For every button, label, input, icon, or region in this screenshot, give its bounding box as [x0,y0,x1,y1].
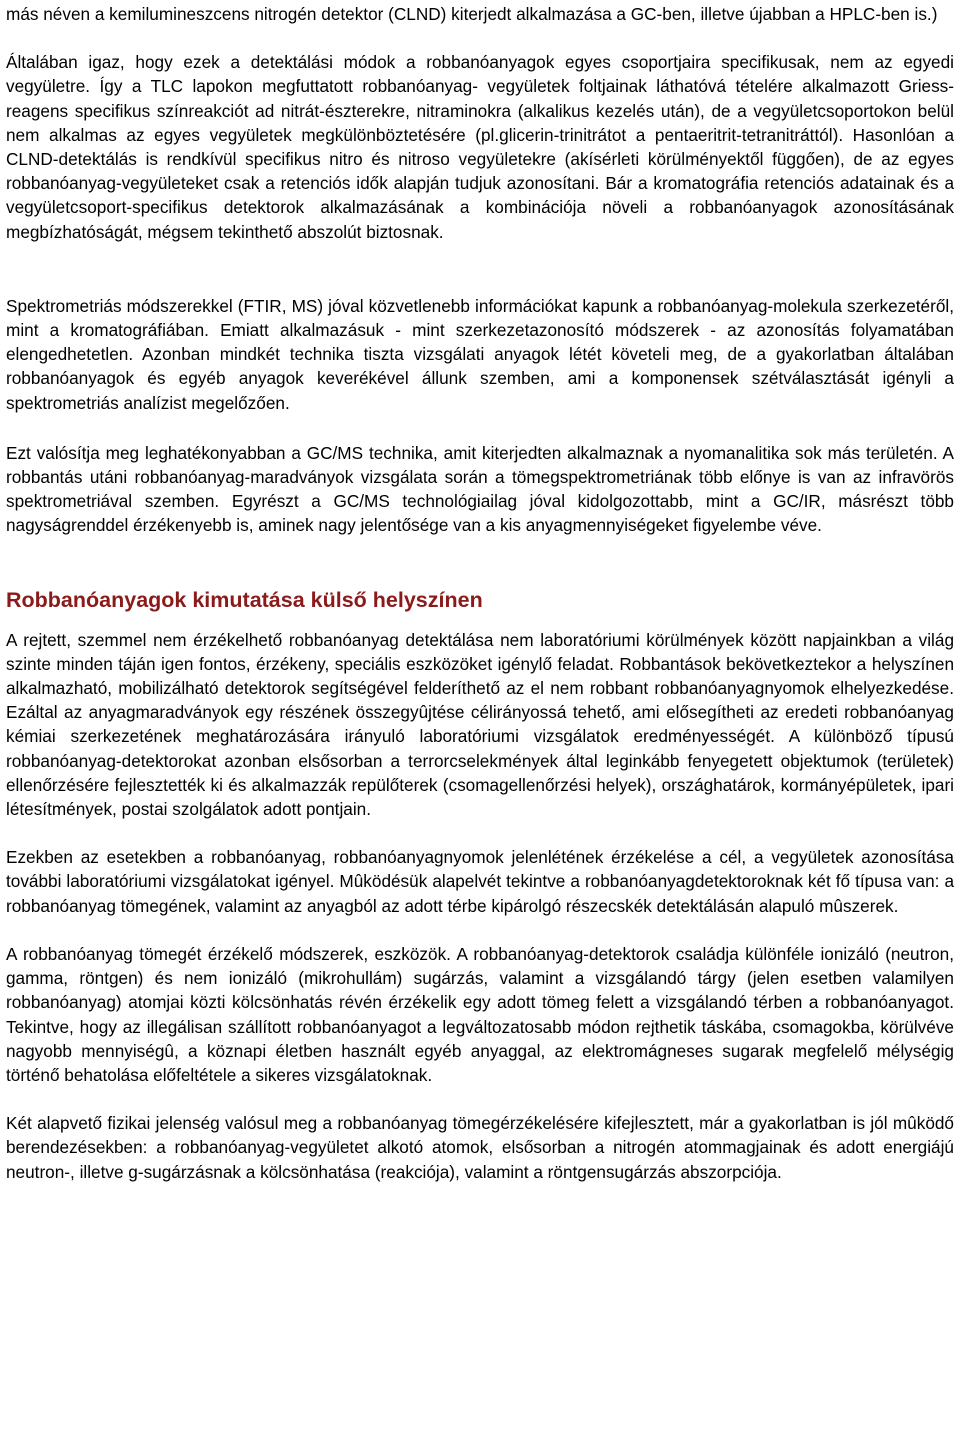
paragraph-spectrometry: Spektrometriás módszerekkel (FTIR, MS) jóval közvetlenebb információkat kapunk a robbanóanyag-molekula szerkezetéről, mint a kromatográfiában. Emiatt alkalmazásuk - mint szerkezetazonosító módszerek - az azonosítás folyamatában elengedhetetlen. Azonban mindkét technika tiszta vizsgálati anyagok létét követeli meg, de a gyakorlatban általában robbanóanyagok és egyéb anyagok keverékével állunk szemben, ami a komponensek szétválasztását igényli a spektrometriás analízist megelőzően. [6,295,954,413]
paragraph-field-detection: A rejtett, szemmel nem érzékelhető robbanóanyag detektálása nem laboratóriumi körülmények között napjainkban a világ szinte minden táján igen fontos, érzékeny, speciális eszközöket igénylő feladat. Robbantások bekövetkeztekor a helyszínen alkalmazható, mobilizálható detektorok segítségével felderíthető az el nem robbant robbanóanyagnyomok elhelyezkedése. Ezáltal az anyagmaradványok egy részének összegyûjtése célirányossá tehető, ami elősegítheti az eredeti robbanóanyag kémiai szerkezetének meghatározására irányuló laboratóriumi vizsgálatok eredményességét. A különböző típusú robbanóanyag-detektorokat azonban elsősorban a terrorcselekmények által leginkább fenyegetett objektumok (területek) ellenőrzésére fejlesztették ki és alkalmazzák repülőterek (csomagellenőrzési helyek), országhatárok, kormányépületek, ipari létesítmények, postai szolgálatok adott pontjain. [6,629,954,820]
spacer [6,244,954,294]
paragraph-mass-detection: A robbanóanyag tömegét érzékelő módszerek, eszközök. A robbanóanyag-detektorok családja különféle ionizáló (neutron, gamma, röntgen) és nem ionizáló (mikrohullám) sugárzás, valamint a vizsgálandó tárgy (jelen esetben valamilyen robbanóanyag) atomjai közti kölcsönhatás révén érzékelik egy adott tömeg felett a vizsgálandó térben a robbanóanyagot. Tekintve, hogy az illegálisan szállított robbanóanyagot a legváltozatosabb módon rejthetik táskába, csomagokba, körülvéve nagyobb mennyiségû, a köznapi életben használt egyéb anyaggal, az elektromágneses sugarak megfelelő mélységig történő behatolása előfeltétele a sikeres vizsgálatoknak. [6,943,954,1085]
spacer [6,821,954,845]
spacer [6,538,954,586]
paragraph-detector-types: Ezekben az esetekben a robbanóanyag, robbanóanyagnyomok jelenlétének érzékelése a cél, a vegyületek azonosítása további laboratóriumi vizsgálatokat igényel. Mûködésük alapelvét tekintve a robbanóanyagdetektoroknak két fő típusa van: a robbanóanyag tömegének, valamint az anyagból az adott térbe kipárolgó részecskék detektálásán alapuló mûszerek. [6,847,954,916]
spacer [6,415,954,441]
paragraph-gcms: Ezt valósítja meg leghatékonyabban a GC/MS technika, amit kiterjedten alkalmaznak a nyomanalitika sok más területén. A robbantás utáni robbanóanyag-maradványok vizsgálata során a tömegspektrometriának több előnye is van az infravörös spektrometriával szemben. Egyrészt a GC/MS technológiailag jóval kidolgozottabb, mint a GC/IR, másrészt több nagyságrenddel érzékenyebb is, aminek nagy jelentősége van a kis anyagmennyiségeket figyelembe véve. [6,442,954,536]
spacer [6,26,954,50]
spacer [6,1087,954,1111]
spacer [6,614,954,628]
paragraph-detection-methods: Általában igaz, hogy ezek a detektálási módok a robbanóanyagok egyes csoportjaira specifikusak, nem az egyedi vegyületre. Így a TLC lapokon megfuttatott robbanóanyag- vegyületek foltjainak láthatóvá tételére alkalmazott Griess-reagens specifikus színreakciót ad nitrát-észterekre, nitraminokra (alkalikus kezelés után), de a vegyületcsoportokon belül nem alkalmas az egyes vegyületek megkülönböztetésére (pl.glicerin-trinitrátot a pentaeritrit-tetranitráttól). Hasonlóan a CLND-detektálás is rendkívül specifikus nitro és nitroso vegyületekre (akísérleti körülményektől függően), de az egyes robbanóanyag-vegyületeket csak a retenciós idők alapján tudjuk azonosítani. Bár a kromatográfia retenciós adatainak és a vegyületcsoport-specifikus detektorok alkalmazásának a kombinációja növeli a robbanóanyagok azonosításának megbízhatóságát, mégsem tekinthető abszolút biztosnak. [6,52,954,242]
section-heading: Robbanóanyagok kimutatása külső helyszínen [6,587,483,612]
paragraph-physical-phenomena: Két alapvető fizikai jelenség valósul meg a robbanóanyag tömegérzékelésére kifejlesztett, már a gyakorlatban is jól mûködő berendezésekben: a robbanóanyag-vegyületet alkotó atomok, elsősorban a nitrogén atommagjainak és adott energiájú neutron-, illetve g-sugárzásnak a kölcsönhatása (reakciója), valamint a röntgensugárzás abszorpciója. [6,1113,954,1182]
document-page [6,2,954,1184]
spacer [6,918,954,942]
paragraph-intro-continuation: más néven a kemilumineszcens nitrogén detektor (CLND) kiterjedt alkalmazása a GC-ben, illetve újabban a HPLC-ben is.) [6,4,938,24]
